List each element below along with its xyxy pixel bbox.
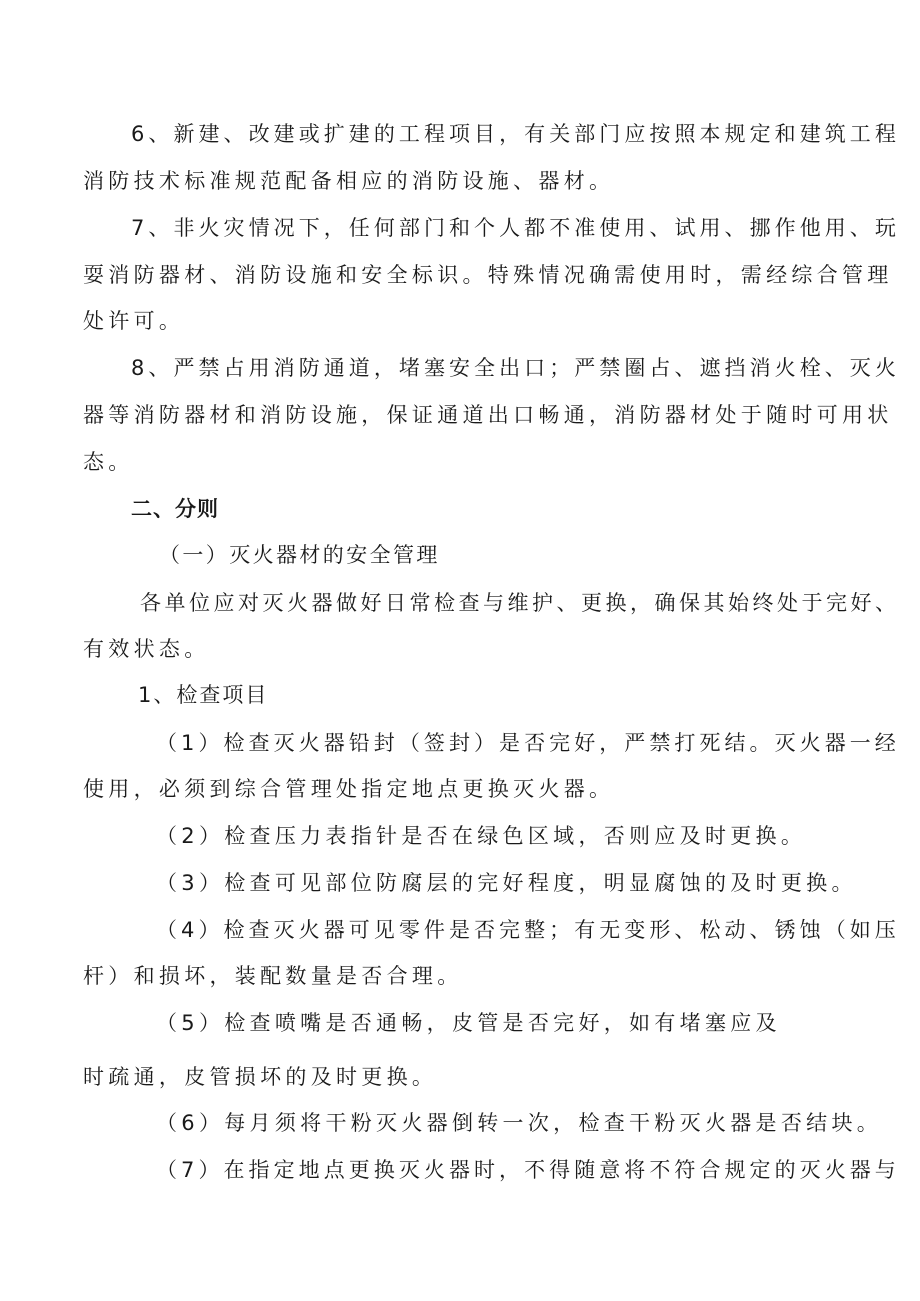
paragraph-8-line-2: 器等消防器材和消防设施，保证通道出口畅通，消防器材处于随时可用状 [83,403,893,427]
check-item-7: （7）在指定地点更换灭火器时，不得随意将不符合规定的灭火器与 [156,1158,900,1182]
paragraph-7-line-3: 处许可。 [83,309,185,333]
check-item-5-line-2: 时疏通，皮管损坏的及时更换。 [83,1065,438,1089]
paragraph-6-line-1: 6、新建、改建或扩建的工程项目，有关部门应按照本规定和建筑工程 [131,122,900,146]
paragraph-7-line-1: 7、非火灾情况下，任何部门和个人都不准使用、试用、挪作他用、玩 [131,216,900,240]
section-heading: 二、分则 [131,497,219,521]
check-item-1-line-2: 使用，必须到综合管理处指定地点更换灭火器。 [83,777,615,801]
paragraph-7-line-2: 耍消防器材、消防设施和安全标识。特殊情况确需使用时，需经综合管理 [83,263,893,287]
paragraph-8-line-3: 态。 [83,450,134,474]
check-item-3: （3）检查可见部位防腐层的完好程度，明显腐蚀的及时更换。 [156,871,857,895]
check-item-1-line-1: （1）检查灭火器铅封（签封）是否完好，严禁打死结。灭火器一经 [156,731,900,755]
intro-line-2: 有效状态。 [83,637,210,661]
check-item-2: （2）检查压力表指针是否在绿色区域，否则应及时更换。 [156,824,807,848]
check-item-4-line-1: （4）检查灭火器可见零件是否完整；有无变形、松动、锈蚀（如压 [156,918,900,942]
paragraph-8-line-1: 8、严禁占用消防通道，堵塞安全出口；严禁圈占、遮挡消火栓、灭火 [131,356,900,380]
subsection-heading: （一）灭火器材的安全管理 [159,543,440,567]
paragraph-6-line-2: 消防技术标准规范配备相应的消防设施、器材。 [83,169,615,193]
check-item-5-line-1: （5）检查喷嘴是否通畅，皮管是否完好，如有堵塞应及 [156,1011,781,1035]
item-1-title: 1、检查项目 [138,683,269,707]
check-item-6: （6）每月须将干粉灭火器倒转一次，检查干粉灭火器是否结块。 [156,1111,883,1135]
check-item-4-line-2: 杆）和损坏，装配数量是否合理。 [83,964,463,988]
intro-line-1: 各单位应对灭火器做好日常检查与维护、更换，确保其始终处于完好、 [140,591,900,615]
